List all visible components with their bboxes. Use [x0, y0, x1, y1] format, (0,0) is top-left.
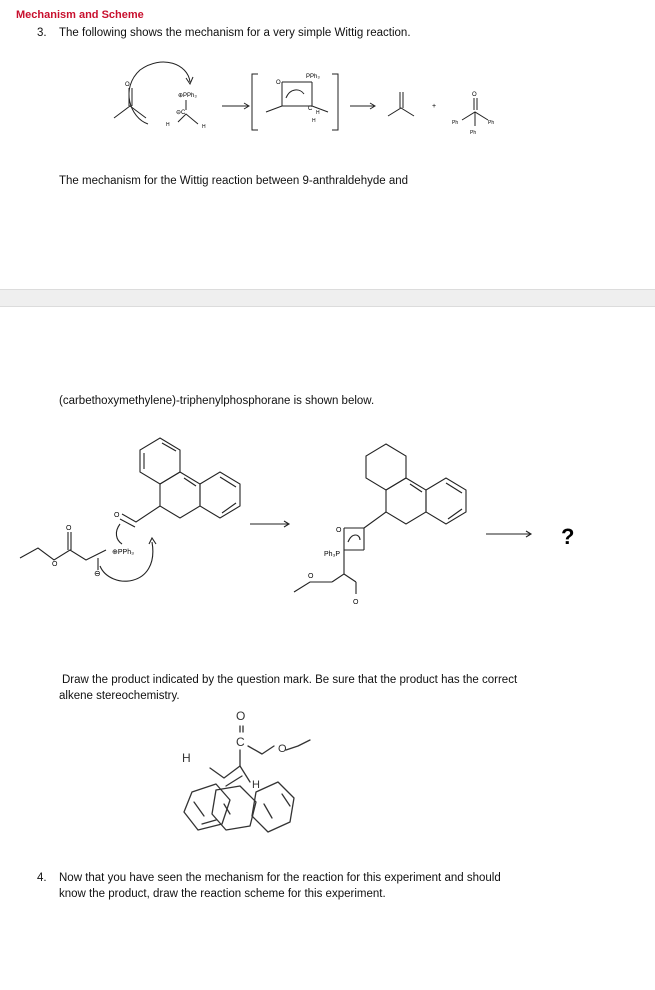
question-text: The following shows the mechanism for a very simple Wittig reaction. [59, 27, 411, 39]
h-label: H [316, 110, 320, 116]
h-label: H [166, 122, 170, 128]
instruction-line-1: Draw the product indicated by the question mark. Be sure that the product has the correct [62, 674, 518, 686]
pph3-plus-label: ⊕PPh₃ [112, 549, 134, 556]
anthraldehyde-wittig-scheme [10, 432, 610, 612]
ketone-skeleton [114, 106, 146, 118]
minus-charge: ⊖ [94, 569, 101, 578]
section-title: Mechanism and Scheme [16, 9, 144, 21]
instruction-line-2: alkene stereochemistry. [59, 690, 180, 702]
ph-label: Ph [488, 120, 495, 126]
question-mark: ? [561, 524, 575, 549]
question-number: 4. [37, 872, 47, 884]
o-label: O [52, 561, 58, 568]
o-label: O [308, 573, 314, 580]
o-label: O [336, 527, 342, 534]
simple-wittig-scheme [100, 48, 520, 150]
h-label: H [202, 124, 206, 130]
anthracene-ring-top [366, 444, 406, 490]
anthracene-ring-right [426, 478, 466, 524]
ring-c-label: C [308, 106, 313, 112]
question-text-line-2: know the product, draw the reaction scheme for this experiment. [59, 888, 386, 900]
pph3-plus-label: ⊕PPh₃ [178, 93, 197, 99]
o-label: O [66, 525, 72, 532]
o-label: O [276, 80, 281, 86]
page-break [0, 289, 655, 307]
bracket-left [252, 74, 258, 130]
ring-sketch-middle [212, 786, 256, 830]
ester-chain [248, 746, 274, 754]
plus-sign: + [432, 103, 437, 110]
anthracene-ring-middle [160, 472, 200, 518]
carbanion-label: ⊖C [176, 110, 186, 116]
anthracene-ring-right [200, 472, 240, 518]
o-label: O [472, 92, 477, 98]
anthracene-ring-middle [386, 478, 426, 524]
h-label: H [312, 118, 316, 124]
ph3p-label: Ph₃P [324, 551, 341, 558]
anthracene-ring-top [140, 438, 180, 484]
curved-arrow [116, 524, 122, 544]
o-label: O [114, 512, 120, 519]
bracket-right [332, 74, 338, 130]
question-3 [37, 25, 637, 41]
question-number: 3. [37, 27, 47, 39]
ring-pph3-label: PPh₃ [306, 74, 320, 80]
handwritten-product-drawing[interactable] [140, 706, 340, 856]
handwritten-h: H [182, 751, 191, 765]
ph-label: Ph [452, 120, 459, 126]
ester-ylide-chain [20, 548, 106, 560]
o-label: O [353, 599, 359, 606]
question-4 [37, 870, 637, 902]
handwritten-h: H [252, 779, 260, 791]
aldehyde-group [122, 506, 160, 522]
handwritten-o: O [278, 743, 287, 755]
o-label: O [125, 82, 130, 88]
mechanism-sentence: The mechanism for the Wittig reaction between 9-anthraldehyde and [59, 175, 409, 187]
handwritten-o: O [236, 709, 246, 723]
mechanism-sentence-continued: (carbethoxymethylene)-triphenylphosphorane is shown below. [59, 395, 375, 407]
question-text-line-1: Now that you have seen the mechanism for the reaction for this experiment and should [59, 872, 501, 884]
handwritten-c: C [236, 735, 245, 749]
ph-label: Ph [470, 130, 477, 136]
alkene-bond [210, 766, 240, 778]
